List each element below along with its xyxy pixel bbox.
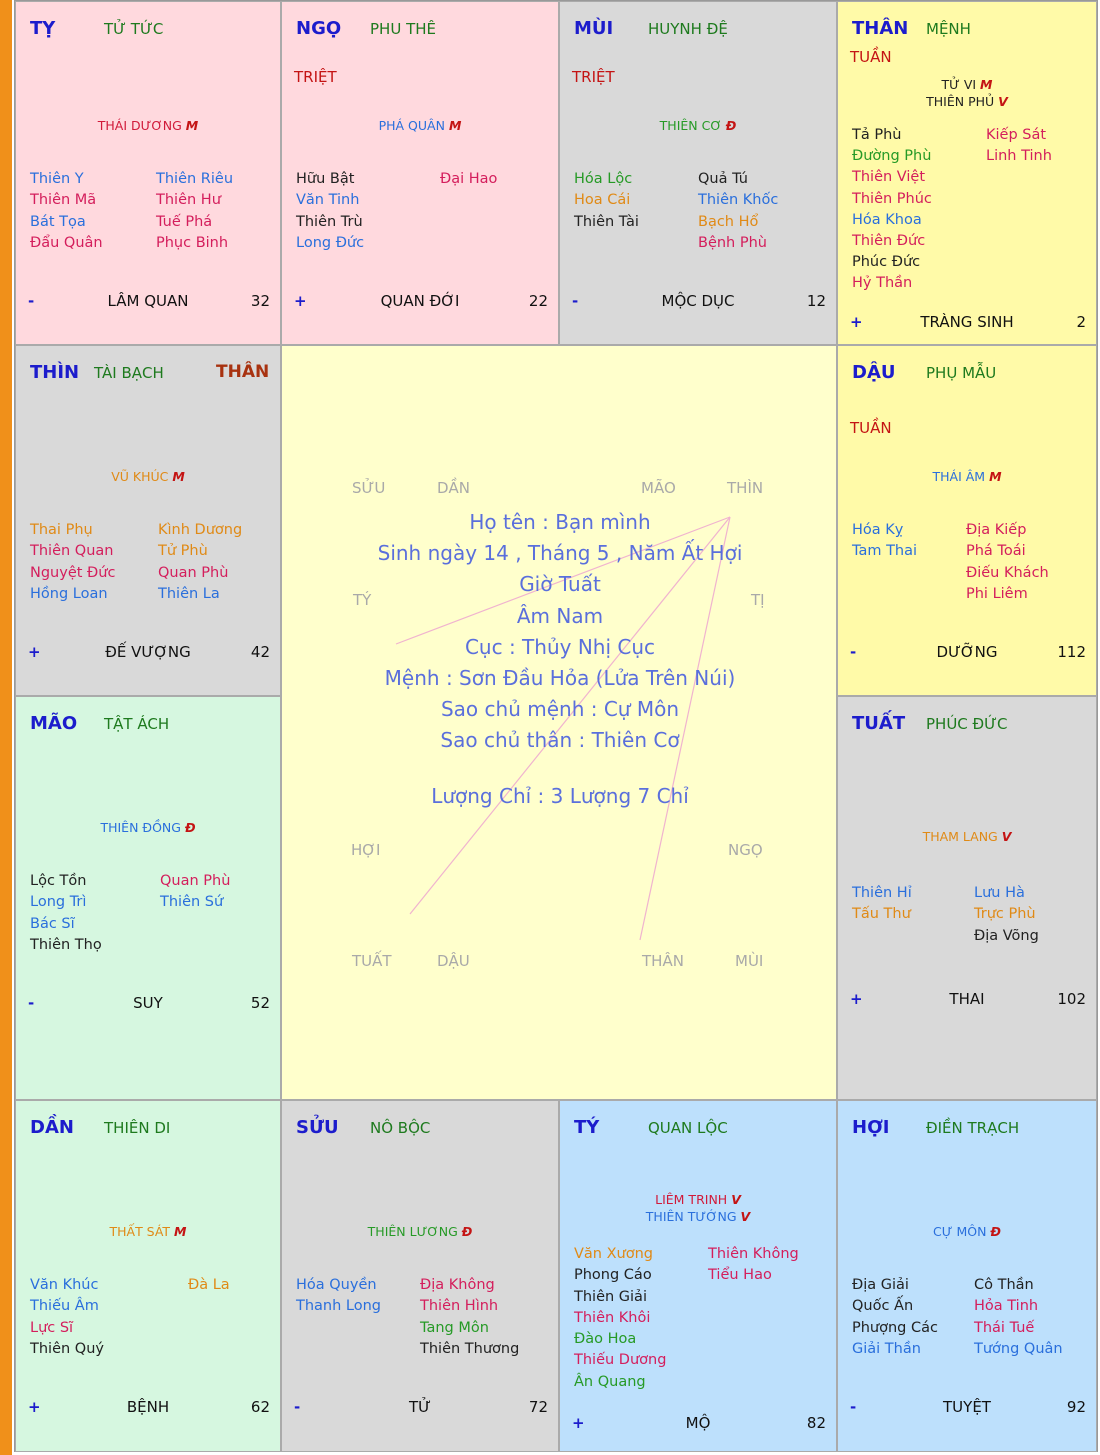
palace-cell-than[interactable]: THÂN MỆNH TUẦN TỬ VI M THIÊN PHỦ V Tả Phù Đường Phù Thiên Việt Thiên Phúc Hóa Khoa Thiên Đức Phúc Đức Hỷ Thần Kiếp Sát Linh Tinh + TRÀNG SINH 2	[837, 1, 1097, 345]
minor-stars-left: Thiên Y Thiên Mã Bát Tọa Đẩu Quân	[30, 171, 103, 251]
birth-line: Sinh ngày 14 , Tháng 5 , Năm Ất Hợi	[377, 541, 743, 565]
palace-label: PHỤ MẪU	[926, 364, 997, 382]
main-star: THÁI DƯƠNG M	[97, 118, 199, 133]
main-star: THẤT SÁT M	[109, 1224, 187, 1239]
name-line: Họ tên : Bạn mình	[469, 510, 651, 534]
palace-label: PHU THÊ	[370, 20, 436, 38]
minor-stars-right: Địa Không Thiên Hình Tang Môn Thiên Thương	[420, 1277, 520, 1357]
minor-stars-left: Hữu Bật Văn Tinh Thiên Trù Long Đức	[296, 171, 365, 251]
corner-label-suu: SỬU	[352, 479, 386, 497]
main-star: LIÊM TRINH V THIÊN TƯỚNG V	[645, 1192, 751, 1224]
palace-label: PHÚC ĐỨC	[926, 715, 1008, 733]
minor-stars-left: Văn Khúc Thiếu Âm Lực Sĩ Thiên Quý	[30, 1277, 104, 1357]
branch-label: TỴ	[30, 18, 56, 39]
palace-cell-mao[interactable]: MÃO TẬT ÁCH THIÊN ĐỒNG Đ Lộc Tồn Long Trì Bác Sĩ Thiên Thọ Quan Phù Thiên Sứ - SUY 52	[15, 696, 281, 1100]
triet-tag: TRIỆT	[572, 68, 615, 86]
palace-cell-dan[interactable]: DẦN THIÊN DI THẤT SÁT M Văn Khúc Thiếu Âm Lực Sĩ Thiên Quý Đà La + BỆNH 62	[15, 1100, 281, 1452]
corner-label-mao: MÃO	[641, 479, 676, 497]
minor-stars-left: Hóa Quyền Thanh Long	[296, 1277, 382, 1315]
branch-label: NGỌ	[296, 18, 342, 39]
corner-label-ti: TỊ	[751, 591, 765, 609]
palace-label: HUYNH ĐỆ	[648, 20, 728, 38]
palace-label: TỬ TỨC	[104, 20, 164, 38]
minor-stars-right: Quả Tú Thiên Khốc Bạch Hổ Bệnh Phù	[698, 171, 779, 251]
main-star: THÁI ÂM M	[932, 469, 1002, 484]
palace-label: QUAN LỘC	[648, 1119, 728, 1137]
palace-cell-suu[interactable]: SỬU NÔ BỘC THIÊN LƯƠNG Đ Hóa Quyền Thanh Long Địa Không Thiên Hình Tang Môn Thiên Thương - TỬ 72	[281, 1100, 559, 1452]
palace-cell-ngo[interactable]: NGỌ PHU THÊ TRIỆT PHÁ QUÂN M Hữu Bật Văn Tinh Thiên Trù Long Đức Đại Hao + QUAN ĐỚI 22	[281, 1, 559, 345]
corner-label-than: THÂN	[642, 952, 684, 970]
palace-cell-dau[interactable]: DẬU PHỤ MẪU TUẦN THÁI ÂM M Hóa Kỵ Tam Thai Địa Kiếp Phá Toái Điếu Khách Phi Liêm - DƯỠNG 112	[837, 345, 1097, 696]
palace-label: MỆNH	[926, 20, 971, 38]
branch-label: TUẤT	[852, 713, 906, 734]
branch-label: DẦN	[30, 1117, 74, 1138]
minor-stars-right: Quan Phù Thiên Sứ	[160, 873, 231, 911]
center-info-panel	[281, 345, 837, 1100]
branch-label: DẬU	[852, 362, 896, 383]
branch-label: THÌN	[30, 362, 80, 383]
palace-label: THIÊN DI	[104, 1119, 171, 1137]
corner-label-thin: THÌN	[727, 479, 764, 497]
palace-cell-tuat[interactable]: TUẤT PHÚC ĐỨC THAM LANG V Thiên Hỉ Tấu Thư Lưu Hà Trực Phù Địa Võng + THAI 102	[837, 696, 1097, 1100]
than-marker: THÂN	[216, 362, 270, 382]
main-star: TỬ VI M THIÊN PHỦ V	[926, 77, 1008, 109]
main-star: THIÊN ĐỒNG Đ	[100, 820, 196, 835]
horoscope-chart	[14, 0, 1098, 1452]
tuan-tag: TUẦN	[850, 419, 892, 437]
minor-stars-left: Thiên Hỉ Tấu Thư	[852, 885, 912, 923]
corner-label-dau: DẬU	[437, 952, 470, 970]
palace-label: TÀI BẠCH	[94, 364, 164, 382]
minor-stars-right: Đà La	[188, 1277, 230, 1293]
palace-cell-thin[interactable]: THÌN TÀI BẠCH THÂN VŨ KHÚC M Thai Phụ Thiên Quan Nguyệt Đức Hồng Loan Kình Dương Tử Phù Quan Phù Thiên La + ĐẾ VƯỢNG 42	[15, 345, 281, 696]
main-star: THIÊN LƯƠNG Đ	[367, 1224, 473, 1239]
corner-label-ngo: NGỌ	[728, 841, 763, 859]
corner-label-mui: MÙI	[735, 952, 764, 970]
palace-cell-ty-rat[interactable]: TÝ QUAN LỘC LIÊM TRINH V THIÊN TƯỚNG V Văn Xương Phong Cáo Thiên Giải Thiên Khôi Đào Hoa Thiếu Dương Ân Quang Thiên Không Tiểu Hao + MỘ 82	[559, 1100, 837, 1452]
main-star: VŨ KHÚC M	[111, 469, 185, 484]
menh-line: Mệnh : Sơn Đầu Hỏa (Lửa Trên Núi)	[384, 666, 736, 690]
palace-cell-hoi[interactable]: HỢI ĐIỀN TRẠCH CỰ MÔN Đ Địa Giải Quốc Ấn Phượng Các Giải Thần Cô Thần Hỏa Tinh Thái Tuế Tướng Quân - TUYỆT 92	[837, 1100, 1097, 1452]
branch-label: TÝ	[574, 1117, 600, 1138]
corner-label-tuat: TUẤT	[352, 952, 392, 970]
branch-label: SỬU	[296, 1117, 339, 1138]
palace-label: ĐIỀN TRẠCH	[926, 1119, 1020, 1137]
branch-label: THÂN	[852, 18, 909, 39]
tuan-tag: TUẦN	[850, 48, 892, 66]
branch-label: MÙI	[574, 18, 614, 39]
corner-label-ty: TÝ	[353, 591, 372, 609]
palace-label: TẬT ÁCH	[104, 715, 170, 733]
minor-stars-right: Đại Hao	[440, 171, 498, 187]
gender-line: Âm Nam	[516, 604, 604, 628]
palace-cell-mui[interactable]: MÙI HUYNH ĐỆ TRIỆT THIÊN CƠ Đ Hóa Lộc Hoa Cái Thiên Tài Quả Tú Thiên Khốc Bạch Hổ Bệnh Phù - MỘC DỤC 12	[559, 1, 837, 345]
minor-stars-left: Hóa Kỵ Tam Thai	[852, 522, 918, 560]
main-star: PHÁ QUÂN M	[378, 118, 462, 133]
palace-label: NÔ BỘC	[370, 1119, 431, 1137]
branch-label: MÃO	[30, 713, 78, 734]
minor-stars-right: Kiếp Sát Linh Tinh	[986, 127, 1052, 165]
corner-label-dan: DẦN	[437, 479, 471, 497]
hour-line: Giờ Tuất	[519, 572, 601, 596]
triangle-lines	[282, 346, 837, 1100]
minor-stars-left: Văn Xương Phong Cáo Thiên Giải Thiên Khôi Đào Hoa Thiếu Dương Ân Quang	[574, 1246, 667, 1390]
main-star: CỰ MÔN Đ	[933, 1224, 1001, 1239]
main-star: THAM LANG V	[922, 829, 1012, 844]
corner-label-hoi: HỢI	[351, 841, 381, 859]
chu-than-line: Sao chủ thân : Thiên Cơ	[440, 728, 680, 752]
luong-chi-line: Lượng Chỉ : 3 Lượng 7 Chỉ	[431, 784, 689, 808]
palace-cell-ty[interactable]: TỴ TỬ TỨC THÁI DƯƠNG M Thiên Y Thiên Mã Bát Tọa Đẩu Quân Thiên Riêu Thiên Hư Tuế Phá Phục Binh - LÂM QUAN 32	[15, 1, 281, 345]
minor-stars-left: Địa Giải Quốc Ấn Phượng Các Giải Thần	[852, 1277, 938, 1357]
minor-stars-right: Lưu Hà Trực Phù Địa Võng	[974, 885, 1039, 944]
minor-stars-right: Thiên Riêu Thiên Hư Tuế Phá Phục Binh	[156, 171, 234, 251]
minor-stars-right: Kình Dương Tử Phù Quan Phù Thiên La	[158, 522, 243, 602]
branch-label: HỢI	[852, 1117, 890, 1138]
main-star: THIÊN CƠ Đ	[659, 118, 737, 133]
chu-menh-line: Sao chủ mệnh : Cự Môn	[440, 697, 679, 721]
left-accent-stripe	[0, 0, 12, 1455]
minor-stars-right: Địa Kiếp Phá Toái Điếu Khách Phi Liêm	[966, 522, 1049, 602]
minor-stars-right: Thiên Không Tiểu Hao	[708, 1246, 799, 1284]
triet-tag: TRIỆT	[294, 68, 337, 86]
minor-stars-right: Cô Thần Hỏa Tinh Thái Tuế Tướng Quân	[974, 1277, 1063, 1357]
minor-stars-left: Hóa Lộc Hoa Cái Thiên Tài	[574, 171, 639, 230]
cuc-line: Cục : Thủy Nhị Cục	[464, 635, 656, 659]
minor-stars-left: Lộc Tồn Long Trì Bác Sĩ Thiên Thọ	[30, 873, 102, 953]
minor-stars-left: Tả Phù Đường Phù Thiên Việt Thiên Phúc Hóa Khoa Thiên Đức Phúc Đức Hỷ Thần	[852, 127, 932, 292]
minor-stars-left: Thai Phụ Thiên Quan Nguyệt Đức Hồng Loan	[30, 522, 116, 602]
